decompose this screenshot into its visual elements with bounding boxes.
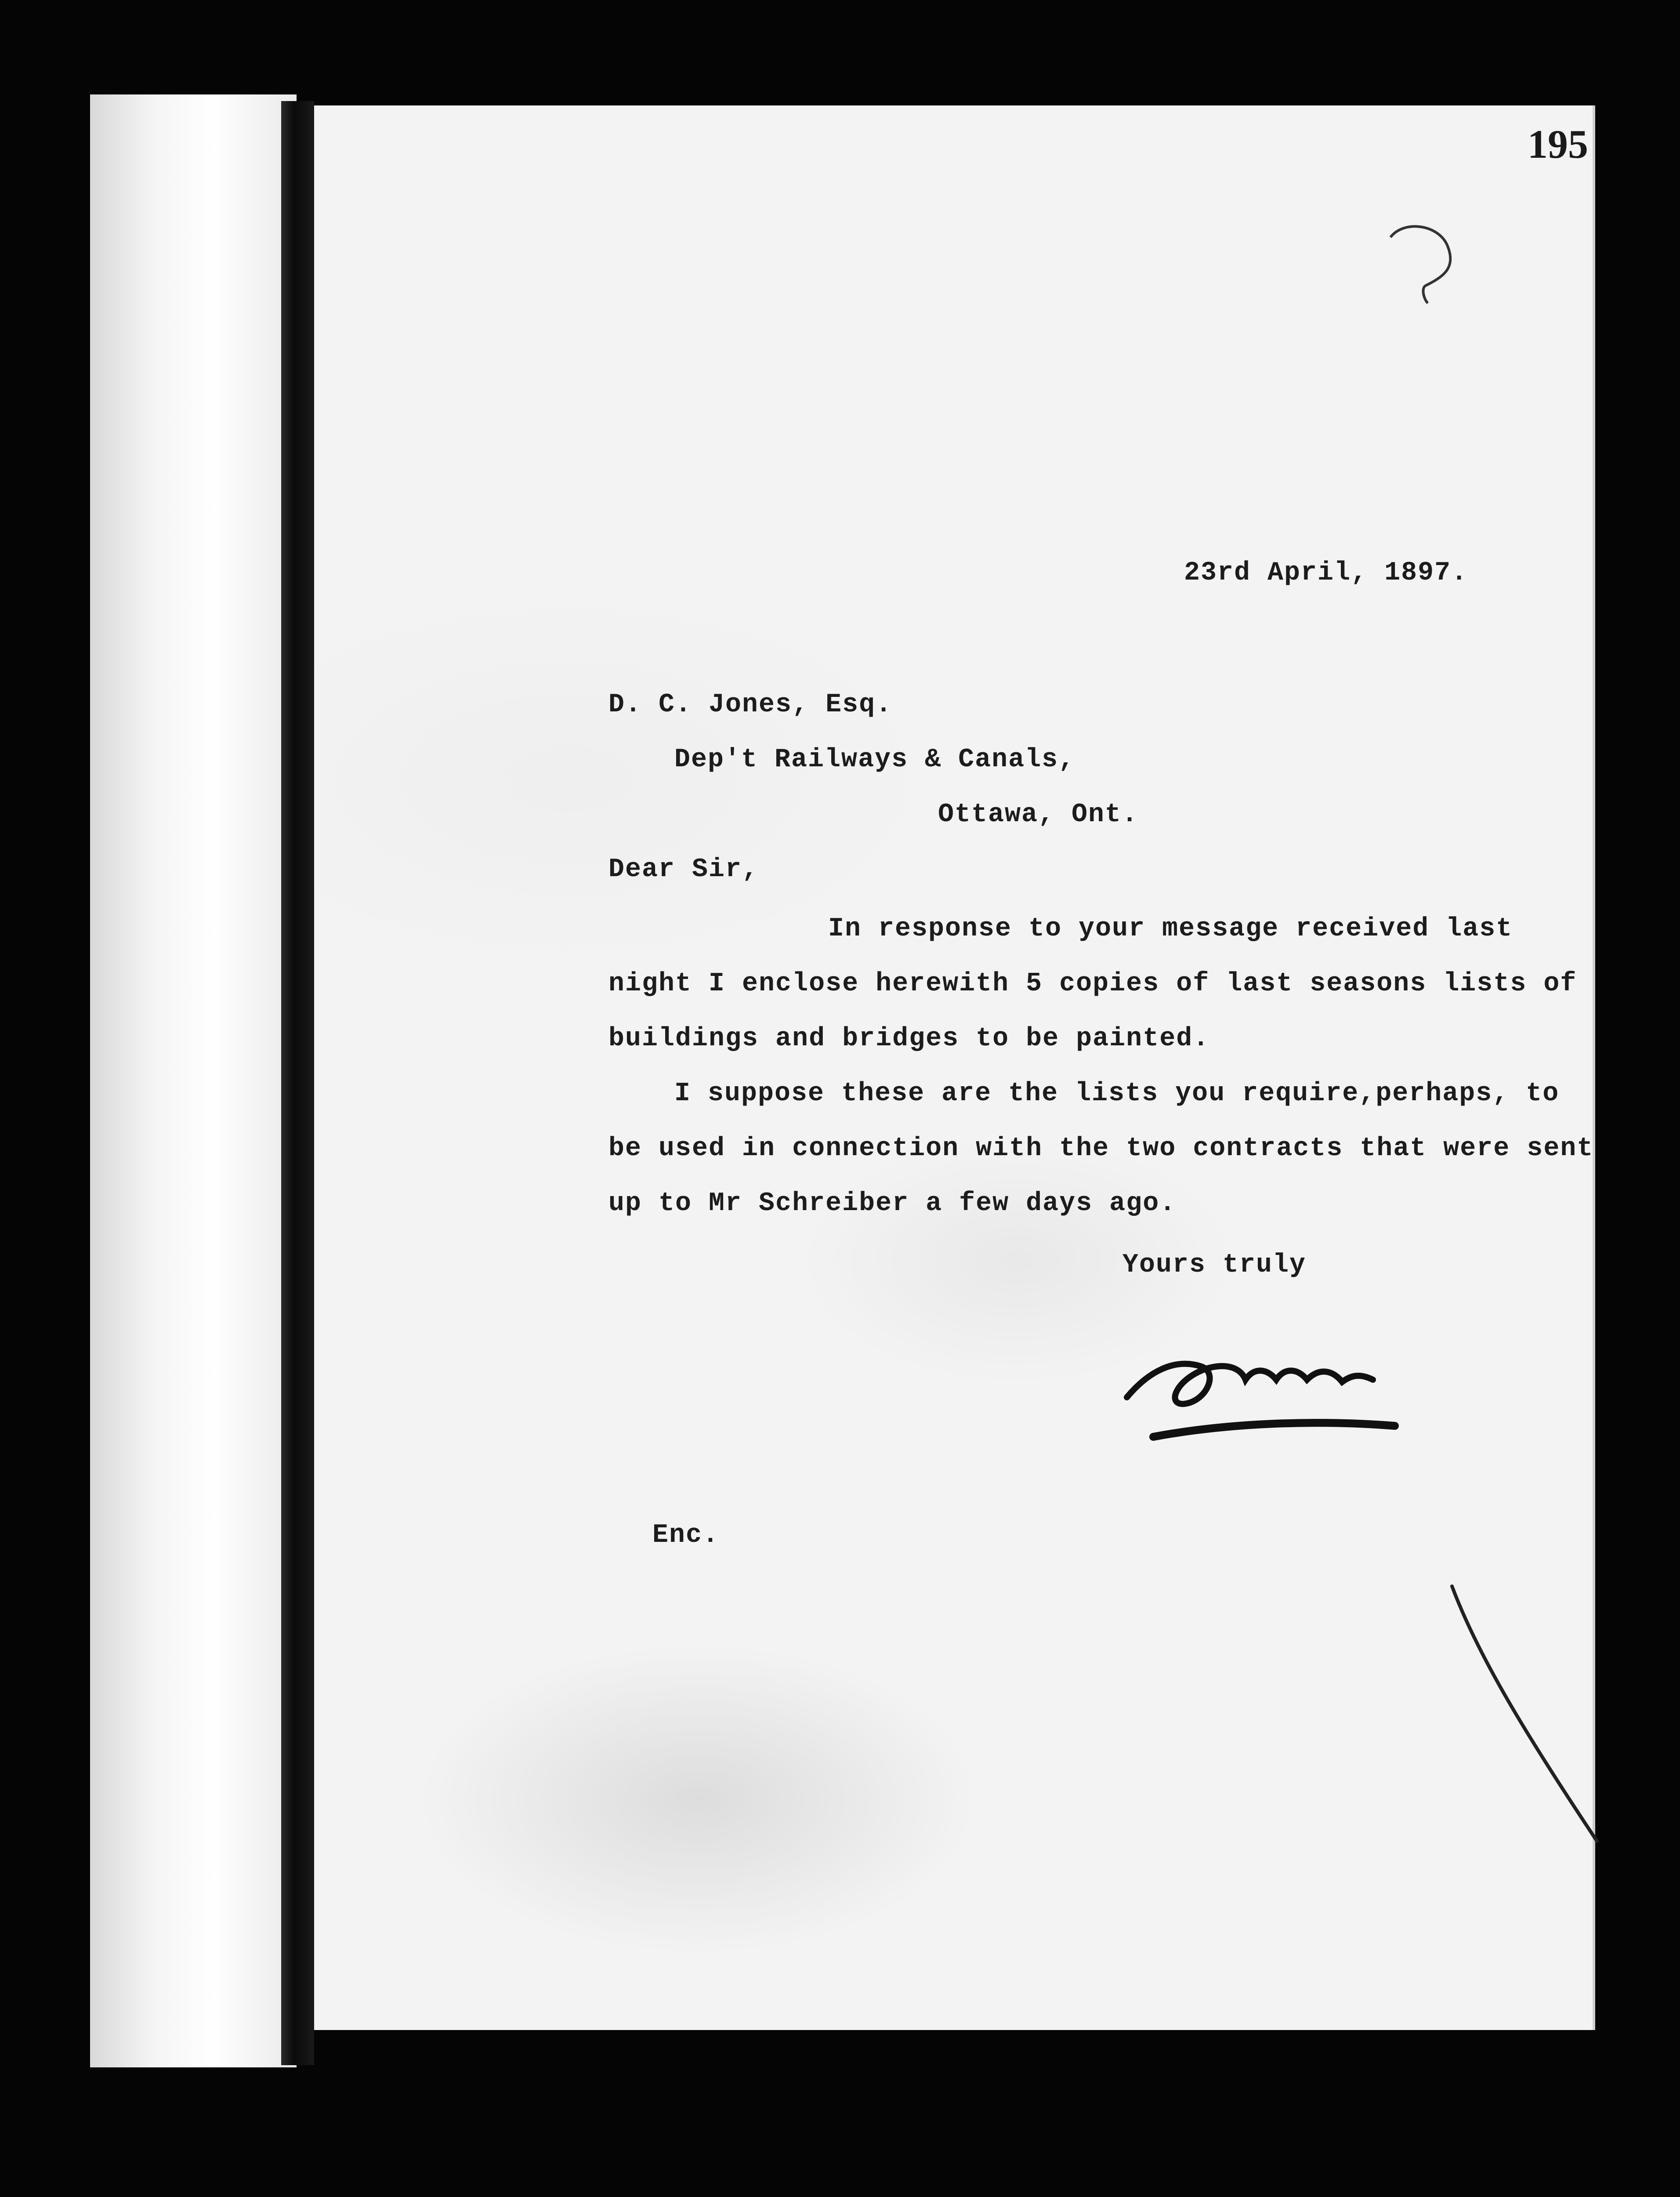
pencil-mark (1338, 211, 1470, 343)
binder-strip (90, 94, 297, 2067)
body-line: I suppose these are the lists you require,perhaps, to (674, 1079, 1560, 1109)
closing: Yours truly (1122, 1250, 1307, 1280)
letter-date: 23rd April, 1897. (1184, 558, 1468, 588)
body-line: buildings and bridges to be painted. (608, 1024, 1210, 1054)
recipient-name: D. C. Jones, Esq. (608, 690, 893, 720)
signature (1114, 1292, 1421, 1476)
recipient-city: Ottawa, Ont. (938, 800, 1139, 830)
enclosure-note: Enc. (652, 1520, 720, 1550)
body-line: up to Mr Schreiber a few days ago. (608, 1189, 1177, 1218)
binding-gutter (281, 101, 314, 2065)
letter-page (314, 105, 1595, 2030)
body-line: In response to your message received last (828, 914, 1513, 944)
pen-stroke (1439, 1577, 1658, 1885)
body-line: night I enclose herewith 5 copies of last seasons lists of (608, 969, 1577, 999)
recipient-department: Dep't Railways & Canals, (674, 745, 1075, 775)
salutation: Dear Sir, (608, 855, 759, 885)
body-line: be used in connection with the two contracts that were sent (608, 1134, 1594, 1164)
page-number: 195 (1528, 122, 1588, 167)
